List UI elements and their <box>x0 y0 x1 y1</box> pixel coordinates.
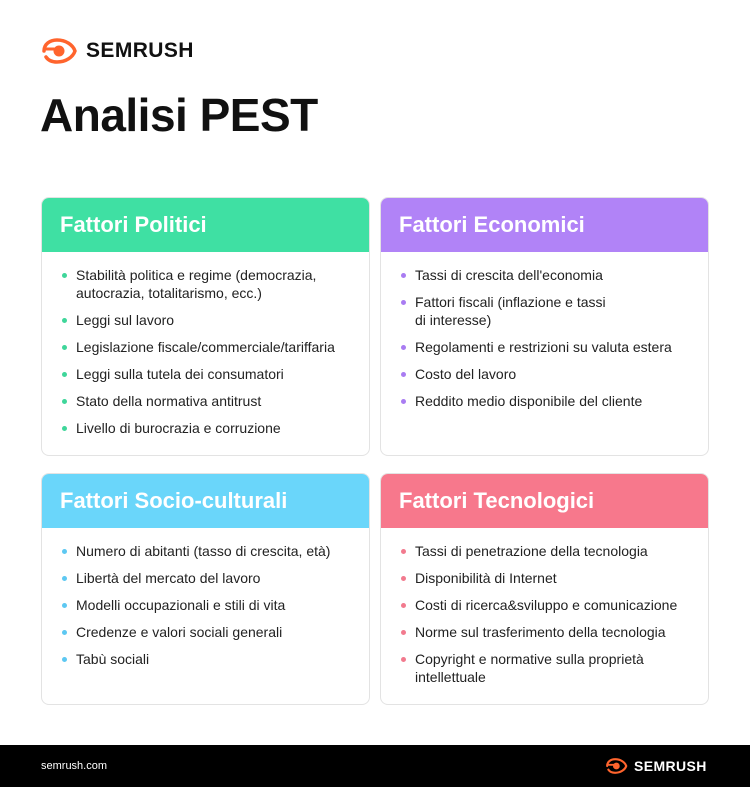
list-item: Livello di burocrazia e corruzione <box>62 419 349 437</box>
list-item: Copyright e normative sulla proprietà intellettuale <box>401 650 688 686</box>
list-item: Reddito medio disponibile del cliente <box>401 392 688 410</box>
list-item: Stato della normativa antitrust <box>62 392 349 410</box>
footer-semrush-logo <box>605 758 707 774</box>
list-item: Stabilità politica e regime (democrazia, autocrazia, totalitarismo, ecc.) <box>62 266 349 302</box>
semrush-flame-icon <box>42 38 78 64</box>
card-header: Fattori Economici <box>381 198 708 252</box>
list-item: Disponibilità di Internet <box>401 569 688 587</box>
list-item: Tassi di crescita dell'economia <box>401 266 688 284</box>
list-item: Credenze e valori sociali generali <box>62 623 349 641</box>
factor-list <box>42 528 369 668</box>
page-title: Analisi PEST <box>40 89 318 141</box>
list-item: Tassi di penetrazione della tecnologia <box>401 542 688 560</box>
factor-list <box>381 528 708 686</box>
factor-list <box>42 252 369 437</box>
brand-name: SEMRUSH <box>86 39 194 62</box>
list-item: Costi di ricerca&sviluppo e comunicazione <box>401 596 688 614</box>
list-item: Modelli occupazionali e stili di vita <box>62 596 349 614</box>
list-item: Numero di abitanti (tasso di crescita, età) <box>62 542 349 560</box>
footer-bar <box>0 745 750 787</box>
list-item: Legislazione fiscale/commerciale/tariffaria <box>62 338 349 356</box>
card-technological-factors <box>380 473 709 705</box>
list-item: Leggi sul lavoro <box>62 311 349 329</box>
card-header: Fattori Politici <box>42 198 369 252</box>
card-economic-factors <box>380 197 709 456</box>
list-item: Fattori fiscali (inflazione e tassi di interesse) <box>401 293 688 329</box>
footer-brand-name: SEMRUSH <box>634 758 707 774</box>
list-item: Leggi sulla tutela dei consumatori <box>62 365 349 383</box>
list-item: Norme sul trasferimento della tecnologia <box>401 623 688 641</box>
list-item: Libertà del mercato del lavoro <box>62 569 349 587</box>
card-header: Fattori Tecnologici <box>381 474 708 528</box>
card-political-factors <box>41 197 370 456</box>
card-sociocultural-factors <box>41 473 370 705</box>
card-header: Fattori Socio-culturali <box>42 474 369 528</box>
semrush-logo <box>42 38 194 64</box>
list-item: Costo del lavoro <box>401 365 688 383</box>
factor-list <box>381 252 708 410</box>
footer-url[interactable]: semrush.com <box>41 760 108 772</box>
semrush-flame-icon <box>605 758 629 774</box>
list-item: Regolamenti e restrizioni su valuta estera <box>401 338 688 356</box>
list-item: Tabù sociali <box>62 650 349 668</box>
